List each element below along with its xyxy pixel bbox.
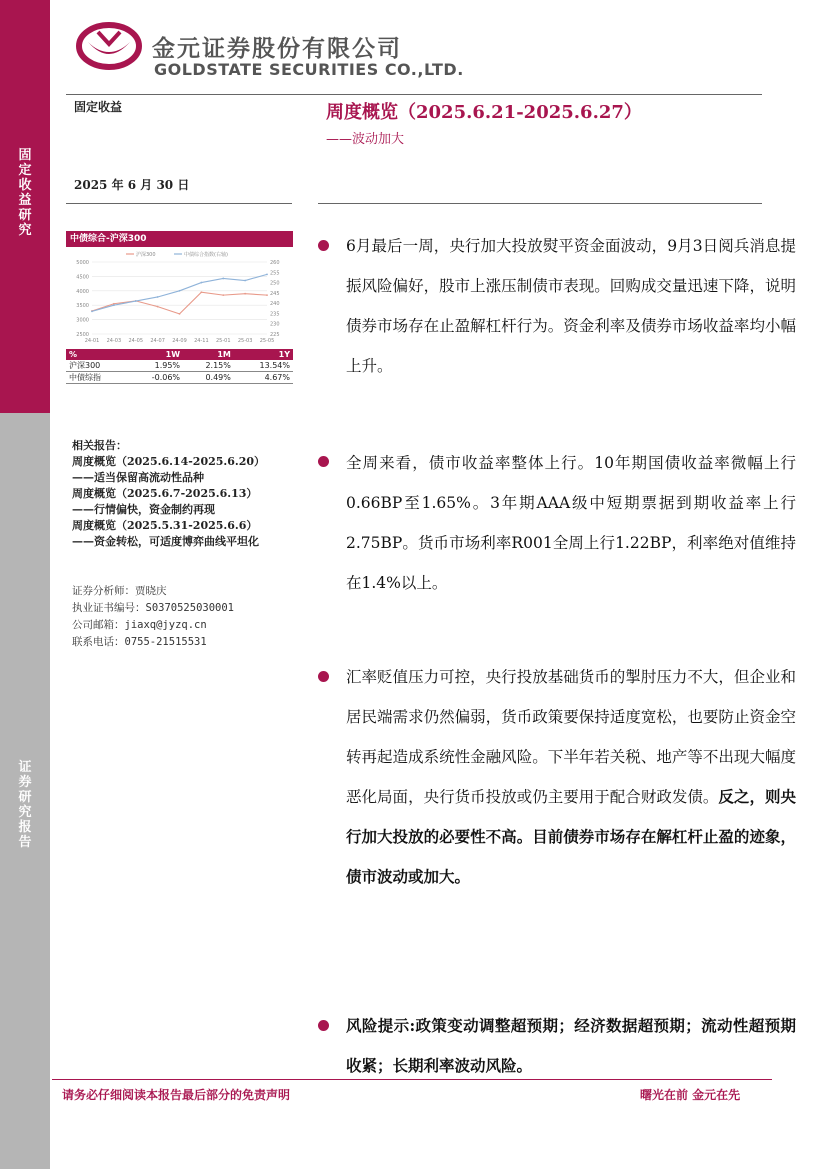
x-tick-label: 24-05: [128, 338, 144, 344]
bullet-icon: [318, 456, 329, 467]
series-point: [244, 293, 246, 295]
analyst-info: [72, 583, 234, 651]
x-tick-label: 24-07: [150, 338, 165, 344]
x-tick-label: 24-01: [84, 338, 100, 344]
table-row: [66, 360, 293, 372]
y-left-tick-label: 4000: [76, 288, 89, 295]
series-point: [91, 310, 93, 312]
y-left-tick-label: 4500: [76, 274, 89, 281]
bullet-icon: [318, 240, 329, 251]
x-tick-label: 24-03: [106, 338, 122, 344]
report-date: 2025 年 6 月 30 日: [74, 178, 190, 192]
y-left-tick-label: 5000: [76, 260, 89, 266]
series-point: [135, 300, 137, 302]
outlook-emphasis: 反之，则央行加大投放的必要性不高。目前债券市场存在解杠杆止盈的迹象，债市波动或加大。: [346, 787, 796, 886]
sidebar-top-label: 固定收益研究: [18, 148, 32, 238]
table-header-cell: 1Y: [234, 349, 293, 360]
y-left-tick-label: 3500: [76, 303, 89, 310]
right-divider: [318, 203, 762, 204]
series-point: [266, 273, 268, 275]
related-report-tagline: ——资金转松，可适度博弈曲线平坦化: [72, 535, 259, 548]
table-header-cell: %: [66, 349, 128, 360]
related-heading: 相关报告：: [72, 439, 127, 452]
y-right-tick-label: 255: [270, 270, 280, 277]
series-point: [157, 306, 159, 308]
analyst-license: 执业证书编号：S0370525030001: [72, 602, 235, 614]
series-line: [92, 292, 267, 314]
index-chart-panel: [66, 231, 293, 389]
related-reports: [72, 438, 312, 550]
report-subtitle: ——波动加大: [326, 132, 405, 147]
risk-paragraph: 风险提示:政策变动调整超预期；经济数据超预期；流动性超预期收紧；长期利率波动风险。: [346, 1016, 796, 1075]
header-divider: [66, 94, 762, 95]
series-point: [113, 304, 115, 306]
bullet-icon: [318, 1020, 329, 1031]
footer-divider: [52, 1079, 772, 1080]
company-name-cn: 金元证券股份有限公司: [152, 36, 402, 62]
left-divider: [66, 203, 292, 204]
table-cell: 沪深300: [66, 360, 128, 372]
x-tick-label: 24-11: [194, 338, 209, 344]
y-right-tick-label: 240: [270, 301, 280, 308]
performance-table: [66, 349, 293, 384]
y-right-tick-label: 260: [270, 260, 280, 266]
y-left-tick-label: 2500: [76, 332, 89, 338]
table-cell: -0.06%: [128, 372, 184, 384]
analyst-email: 公司邮箱：jiaxq@jyzq.cn: [72, 619, 207, 631]
company-logo-icon: [76, 22, 142, 74]
table-header-cell: 1W: [128, 349, 184, 360]
y-right-tick-label: 245: [270, 290, 280, 297]
x-tick-label: 25-05: [259, 338, 275, 344]
table-cell: 1.95%: [128, 360, 184, 372]
table-row: [66, 372, 293, 384]
footer-slogan: 曙光在前 金元在先: [640, 1088, 741, 1102]
table-cell: 4.67%: [234, 372, 293, 384]
sidebar-bottom-label: 证券研究报告: [18, 760, 32, 850]
series-point: [222, 294, 224, 296]
series-point: [179, 290, 181, 292]
y-left-tick-label: 3000: [76, 317, 89, 324]
footer-disclaimer: 请务必仔细阅读本报告最后部分的免责声明: [62, 1088, 291, 1102]
series-point: [179, 313, 181, 315]
legend-label: 沪深300: [136, 252, 156, 258]
company-name-en: GOLDSTATE SECURITIES CO.,LTD.: [154, 60, 464, 79]
series-point: [200, 282, 202, 284]
summary-paragraph: 6月最后一周，央行加大投放熨平资金面波动，9月3日阅兵消息提振风险偏好，股市上涨压制债市表现。回购成交量迅速下降，说明债券市场存在止盈解杠杆行为。资金利率及债券市场收益率均小幅上升。: [346, 237, 796, 375]
y-right-tick-label: 250: [270, 280, 280, 287]
sidebar-bottom-band: [0, 413, 50, 1169]
table-cell: 0.49%: [183, 372, 234, 384]
outlook-paragraph: [346, 657, 796, 897]
series-point: [222, 278, 224, 280]
sidebar-top-band: [0, 0, 50, 413]
y-right-tick-label: 230: [270, 321, 280, 328]
x-tick-label: 25-01: [215, 338, 231, 344]
report-category: 固定收益: [74, 100, 123, 114]
analyst-phone: 联系电话：0755-21515531: [72, 636, 207, 648]
series-point: [157, 296, 159, 298]
report-title: 周度概览（2025.6.21-2025.6.27）: [326, 102, 642, 123]
y-right-tick-label: 235: [270, 311, 280, 318]
series-point: [266, 294, 268, 296]
x-tick-label: 24-09: [172, 338, 187, 344]
table-header-cell: 1M: [183, 349, 234, 360]
x-tick-label: 25-03: [237, 338, 253, 344]
related-report-link[interactable]: 周度概览（2025.6.7-2025.6.13）: [72, 487, 258, 500]
table-cell: 中债综指: [66, 372, 128, 384]
chart-plot: [66, 248, 293, 348]
bullet-icon: [318, 671, 329, 682]
table-cell: 2.15%: [183, 360, 234, 372]
yield-paragraph: 全周来看，债市收益率整体上行。10年期国债收益率微幅上行0.66BP至1.65%。3年期AAA级中短期票据到期收益率上行2.75BP。货币市场利率R001全周上行1.22BP，利率绝对值维持在1.4%以上。: [346, 454, 796, 592]
related-report-tagline: ——适当保留高流动性品种: [72, 471, 204, 484]
table-cell: 13.54%: [234, 360, 293, 372]
series-line: [92, 274, 267, 311]
related-report-link[interactable]: 周度概览（2025.6.14-2025.6.20）: [72, 455, 266, 468]
series-point: [200, 291, 202, 293]
related-report-tagline: ——行情偏快，资金制约再现: [72, 503, 215, 516]
y-right-tick-label: 225: [270, 332, 280, 338]
series-point: [244, 280, 246, 282]
chart-header: 中债综合-沪深300: [66, 231, 293, 247]
analyst-name: 证券分析师：贾晓庆: [72, 585, 167, 597]
outlook-text: 汇率贬值压力可控，央行投放基础货币的掣肘压力不大，但企业和居民端需求仍然偏弱，货币政策要保持适度宽松，也要防止资金空转再起造成系统性金融风险。下半年若关税、地产等不出现大幅度恶化局面，央行货币投放或仍主要用于配合财政发债。: [346, 668, 796, 806]
related-report-link[interactable]: 周度概览（2025.5.31-2025.6.6）: [72, 519, 258, 532]
legend-label: 中债综合指数(右轴): [184, 252, 228, 258]
